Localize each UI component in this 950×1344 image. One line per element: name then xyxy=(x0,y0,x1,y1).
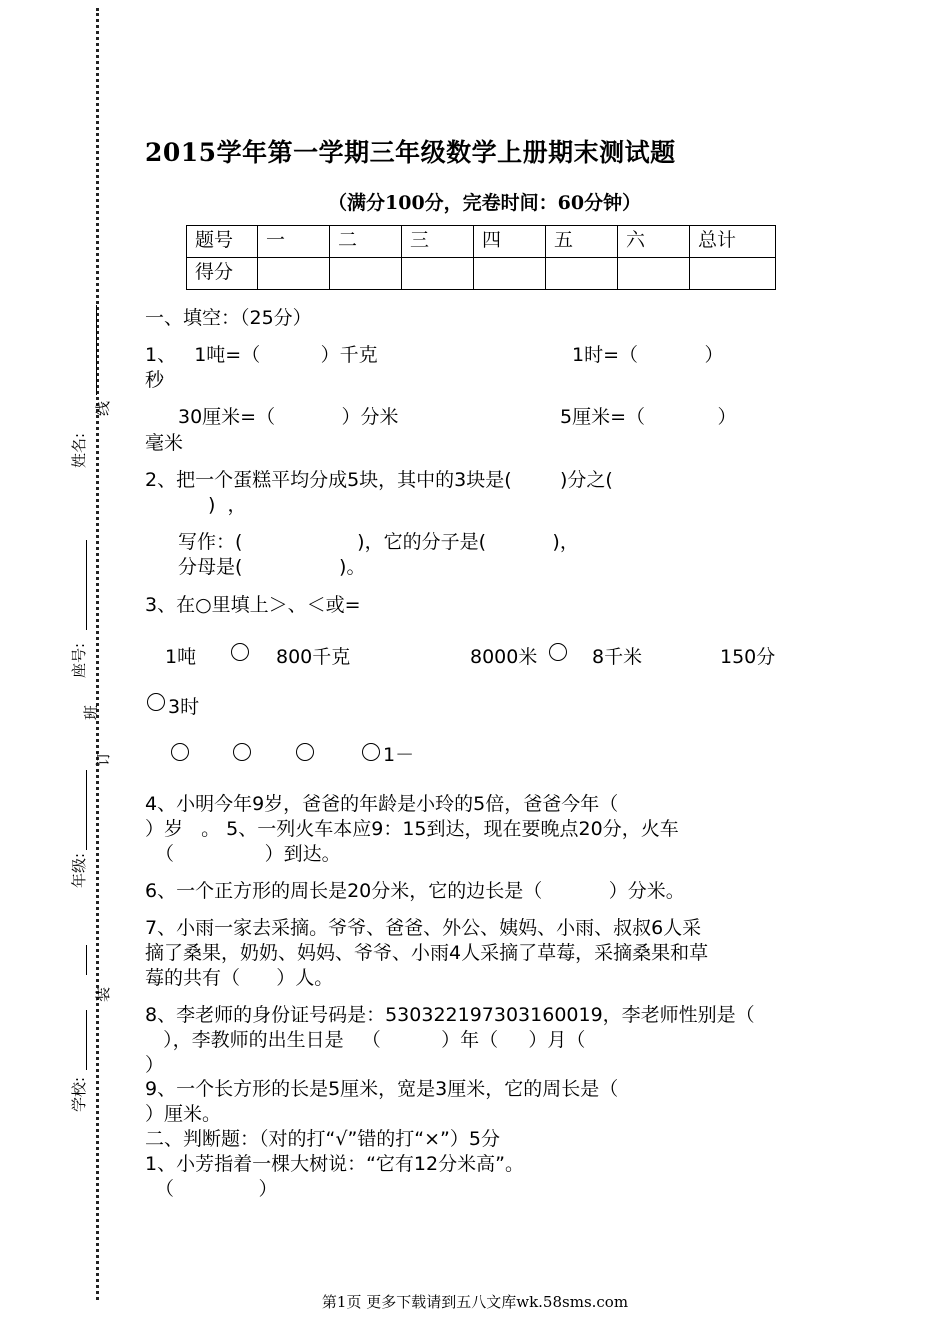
exam-subtitle: （满分100分，完卷时间：60分钟） xyxy=(328,192,642,214)
q4-q5-line2: ）岁 。 5、一列火车本应9：15到达，现在要晚点20分，火车 xyxy=(145,818,679,840)
q4-q5-line3: （ ）到达。 xyxy=(155,843,341,865)
q8-line1: 8、李老师的身份证号码是：530322197303160019，李老师性别是（ xyxy=(145,1004,755,1026)
q2-line3: 写作：( )，它的分子是( )， xyxy=(178,531,579,553)
q4-q5-line1: 4、小明今年9岁，爸爸的年龄是小玲的5倍，爸爸今年（ xyxy=(145,793,619,815)
header-cell: 五 xyxy=(546,226,618,258)
q3-c-left: 150分 xyxy=(720,646,776,668)
header-cell: 六 xyxy=(618,226,690,258)
score-cell[interactable] xyxy=(402,258,474,290)
header-cell: 三 xyxy=(402,226,474,258)
q3-a-left: 1吨 xyxy=(165,646,197,668)
header-cell: 题号 xyxy=(187,226,258,258)
compare-circle[interactable] xyxy=(171,743,189,761)
header-cell: 二 xyxy=(330,226,402,258)
header-cell: 总计 xyxy=(690,226,776,258)
q1-hour-to-sec: 1时=（ ） xyxy=(572,344,724,366)
class-label: 班 xyxy=(82,704,100,720)
q2-line4: 分母是( )。 xyxy=(178,556,366,578)
score-cell[interactable] xyxy=(690,258,776,290)
section1-heading: 一、填空：（25分） xyxy=(145,307,312,329)
score-cell[interactable] xyxy=(330,258,402,290)
score-table-header-row xyxy=(187,226,776,258)
q7-line1: 7、小雨一家去采摘。爷爷、爸爸、外公、姨妈、小雨、叔叔6人采 xyxy=(145,917,702,939)
compare-circle[interactable] xyxy=(231,643,249,661)
q7-line2: 摘了桑果，奶奶、妈妈、爷爷、小雨4人采摘了草莓，采摘桑果和草 xyxy=(145,942,709,964)
q6: 6、一个正方形的周长是20分米，它的边长是（ ）分米。 xyxy=(145,880,685,902)
q1-sec-unit: 秒 xyxy=(145,369,165,391)
score-cell[interactable] xyxy=(618,258,690,290)
tear-mark-bind: 装 xyxy=(94,986,112,1002)
score-row-label: 得分 xyxy=(187,258,258,290)
score-cell[interactable] xyxy=(474,258,546,290)
q3-a-right: 800千克 xyxy=(276,646,351,668)
q3-last-tail: 1－ xyxy=(383,744,415,766)
q3-heading: 3、在○里填上＞、＜或= xyxy=(145,594,361,616)
binding-dotted-line xyxy=(96,8,99,1300)
grade-label: 年级: xyxy=(70,852,88,888)
tear-mark-order: 订 xyxy=(94,750,112,766)
score-table-score-row xyxy=(187,258,776,290)
q1-ton-to-kg: 1、 1吨=（ ）千克 xyxy=(145,344,378,366)
judge-q1-line2: （ ） xyxy=(155,1178,278,1200)
score-table xyxy=(186,225,776,290)
header-cell: 一 xyxy=(258,226,330,258)
q3-c-right: 3时 xyxy=(168,696,200,718)
seat-underline xyxy=(86,540,87,630)
seat-label: 座号: xyxy=(70,642,88,678)
q7-line3: 莓的共有（ ）人。 xyxy=(145,967,334,989)
exam-title: 2015学年第一学期三年级数学上册期末测试题 xyxy=(145,138,676,167)
q1-mm-unit: 毫米 xyxy=(145,432,184,454)
compare-circle[interactable] xyxy=(233,743,251,761)
grade-underline xyxy=(86,770,87,850)
q8-line3: ） xyxy=(145,1054,165,1076)
q3-b-left: 8000米 xyxy=(470,646,538,668)
q2-line1: 2、把一个蛋糕平均分成5块，其中的3块是( )分之( xyxy=(145,469,613,491)
score-cell[interactable] xyxy=(258,258,330,290)
score-cell[interactable] xyxy=(546,258,618,290)
header-cell: 四 xyxy=(474,226,546,258)
compare-circle[interactable] xyxy=(549,643,567,661)
q1-cm-to-dm: 30厘米=（ ）分米 xyxy=(178,406,399,428)
class-underline xyxy=(86,945,87,975)
compare-circle[interactable] xyxy=(362,743,380,761)
q3-b-right: 8千米 xyxy=(592,646,643,668)
name-underline xyxy=(96,305,97,395)
school-underline xyxy=(86,1010,87,1070)
q1-cm-to-mm: 5厘米=（ ） xyxy=(560,406,737,428)
compare-circle[interactable] xyxy=(147,693,165,711)
tear-mark-line: 线 xyxy=(94,400,112,416)
school-label: 学校: xyxy=(70,1076,88,1112)
page-footer: 第1页 更多下载请到五八文库wk.58sms.com xyxy=(321,1293,629,1311)
compare-circle[interactable] xyxy=(296,743,314,761)
name-label: 姓名: xyxy=(70,432,88,468)
q8-line2: ），李教师的出生日是 （ ）年（ ）月（ xyxy=(145,1029,586,1051)
q9-line1: 9、一个长方形的长是5厘米，宽是3厘米，它的周长是（ xyxy=(145,1078,619,1100)
section2-heading: 二、判断题：（对的打“√”错的打“×”）5分 xyxy=(145,1128,500,1150)
q9-line2: ）厘米。 xyxy=(145,1103,222,1125)
q2-line2: ) ， xyxy=(208,494,247,516)
judge-q1-line1: 1、小芳指着一棵大树说：“它有12分米高”。 xyxy=(145,1153,524,1175)
